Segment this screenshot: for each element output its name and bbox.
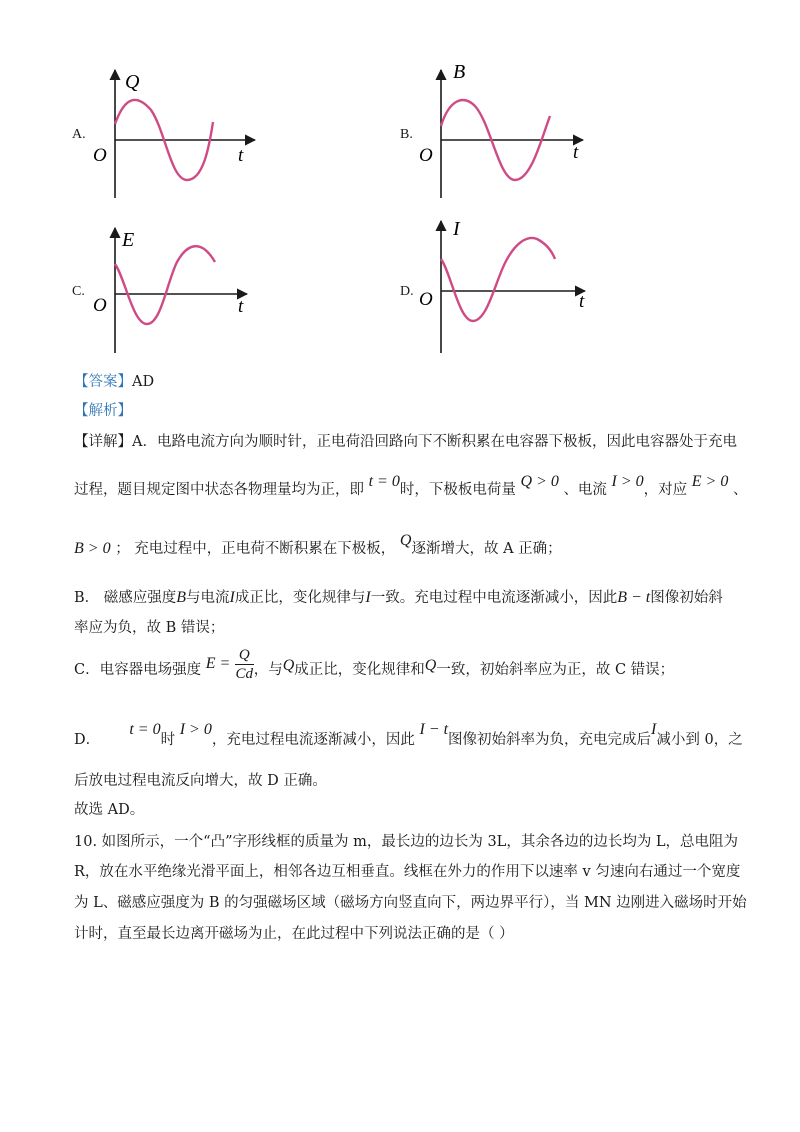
math-b-t: B − t [617,589,651,606]
fraction-numerator: Q [235,646,254,665]
detail-tag: 【详解】 [74,434,132,450]
math-e-gt-0: E > 0 [691,473,729,490]
text: 与电流 [186,590,230,606]
origin-label: O [419,289,433,310]
text: ，对应 [643,482,688,498]
math-b: B [176,589,187,606]
math-i: I [229,589,235,606]
math-q: Q [424,657,437,674]
detail-line-3 [74,532,562,561]
text: ，与 [253,662,283,678]
math-q-gt-0: Q > 0 [520,473,559,490]
question-10-line-3 [74,891,747,915]
text: D． [74,732,101,748]
graph-b [413,60,593,210]
text: 一致，初始斜率应为正，故 C 错误； [436,662,675,678]
text: 成正比，变化规律与 [234,590,366,606]
answer-line [74,370,154,394]
conclusion-line [74,798,144,822]
math-i-gt-0: I > 0 [611,473,644,490]
math-i-t: I − t [419,721,449,738]
text: ，充电过程电流逐渐减小，因此 [211,732,415,748]
y-axis-label: I [453,218,460,240]
text: C．电容器电场强度 [74,662,202,678]
text: 逐渐增大，故 A 正确； [411,541,562,557]
math-i-gt-0: I > 0 [179,721,212,738]
text: 时 [160,732,176,748]
detail-line-2 [74,473,748,502]
graph-d [413,213,593,358]
y-axis-label: B [453,61,466,83]
origin-label: O [93,295,107,316]
text: ； 充电过程中，正电荷不断积累在下极板， [115,541,396,557]
math-t-eq-0: t = 0 [368,473,400,490]
fraction-denominator: Cd [235,665,254,682]
text: 、 [732,482,748,498]
x-axis-label: t [579,291,585,312]
text: B． 磁感应强度 [74,590,177,606]
math-q: Q [399,532,412,549]
answer-tag: 【答案】 [74,374,132,390]
text: R，放在水平绝缘光滑平面上，相邻各边互相垂直。线框在外力的作用下以速率 v 匀速向右通过一个宽度 [74,864,741,880]
question-10-line-2 [74,860,740,884]
graph-a [85,60,265,210]
text: 图像初始斜 [650,590,723,606]
text: 过程，题目规定图中状态各物理量均为正，即 [74,482,364,498]
option-c-analysis [74,646,675,690]
text: 10. 如图所示，一个“凸”字形线框的质量为 m，最长边的边长为 3L，其余各边的边长均为 L，总电阻为 [74,834,739,850]
text: 、电流 [563,482,607,498]
origin-label: O [419,145,433,166]
text: 为 L、磁感应强度为 B 的匀强磁场区域（磁场方向竖直向下，两边界平行），当 MN 边刚进入磁场时开始 [74,895,747,911]
option-b-analysis-line-2 [74,616,224,640]
text: 后放电过程电流反向增大，故 D 正确。 [74,773,327,789]
question-10-line-1 [74,830,738,854]
text: 一致。充电过程中电流逐渐减小，因此 [370,590,618,606]
text: 率应为负，故 B 错误； [74,620,225,636]
x-axis-label: t [573,142,579,163]
math-i: I [365,589,371,606]
x-axis-label: t [238,145,244,166]
option-a-label: A. [72,127,86,142]
answer-value: AD [132,374,155,390]
math-e-eq: E = [205,655,231,672]
option-d-analysis-line-1 [74,721,743,752]
detail-text-1: A．电路电流方向为顺时针，正电荷沿回路向下不断积累在电容器下极板，因此电容器处于充电 [132,434,737,450]
question-10-line-4 [74,922,514,946]
option-d-analysis-line-2 [74,769,327,793]
text: 成正比，变化规律和 [294,662,425,678]
option-d-label: D. [400,284,414,299]
math-b-gt-0: B > 0 [74,540,111,557]
option-b-label: B. [400,127,413,142]
origin-label: O [93,145,107,166]
e-curve [115,246,215,324]
text: 图像初始斜率为负，充电完成后 [448,732,652,748]
graph-c [85,218,265,358]
option-b-analysis-line-1 [74,586,723,610]
text: 减小到 0，之 [656,732,743,748]
option-c-label: C. [72,284,85,299]
analysis-tag: 【解析】 [74,403,132,419]
math-t-eq-0: t = 0 [129,721,161,738]
x-axis-label: t [238,296,244,317]
i-curve [441,238,555,321]
fraction-q-over-cd [235,646,254,683]
math-q: Q [282,657,295,674]
math-i: I [651,721,657,738]
text: 故选 AD。 [74,802,145,818]
y-axis-label: E [122,229,135,251]
y-axis-label: Q [125,71,140,93]
analysis-line [74,399,132,423]
detail-line-1 [74,430,737,454]
text: 时，下极板电荷量 [399,482,516,498]
text: 计时，直至最长边离开磁场为止，在此过程中下列说法正确的是（ ） [74,926,514,942]
